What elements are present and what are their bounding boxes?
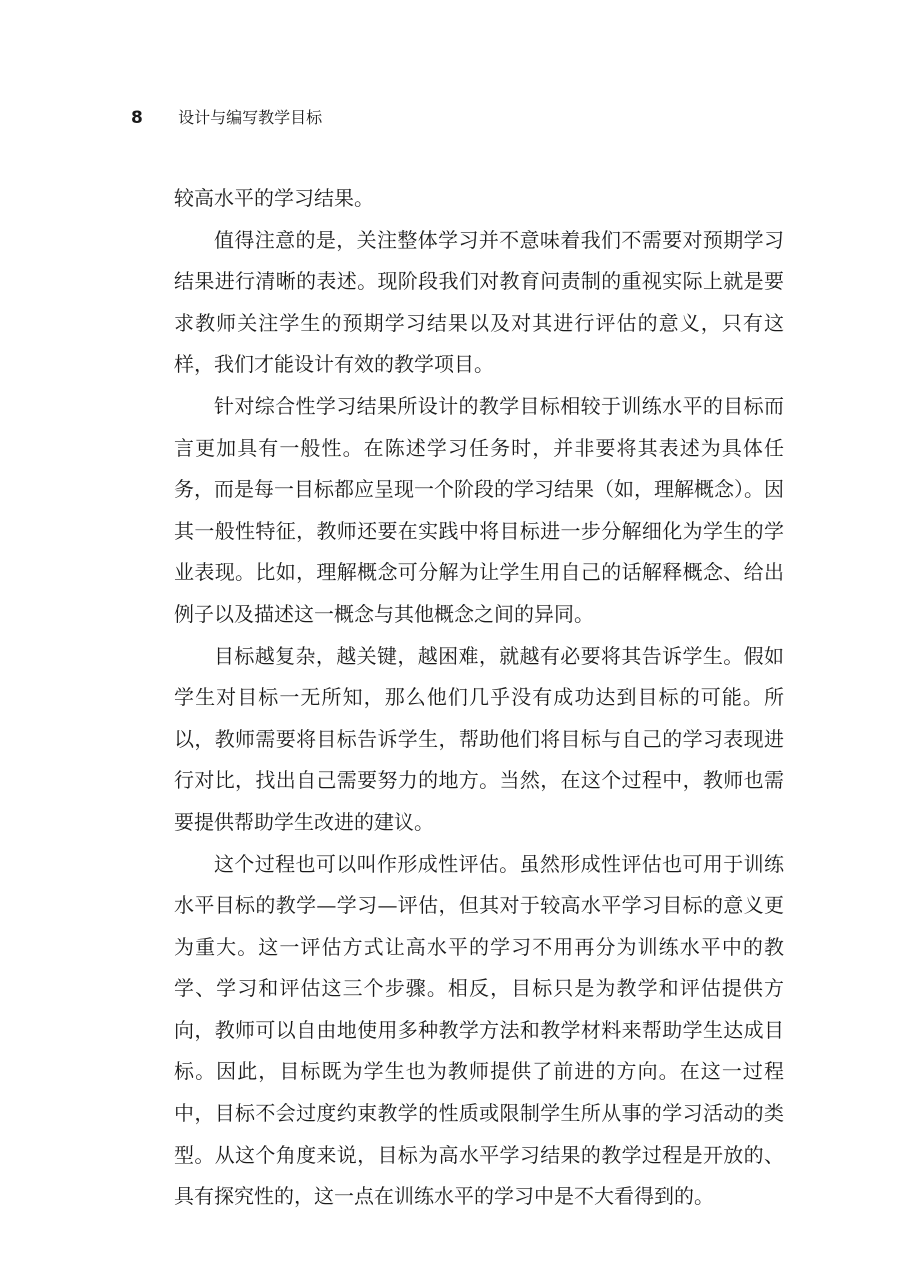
running-header-title: 设计与编写教学目标 (178, 108, 323, 127)
paragraph: 针对综合性学习结果所设计的教学目标相较于训练水平的目标而言更加具有一般性。在陈述学习任务时，并非要将其表述为具体任务，而是每一目标都应呈现一个阶段的学习结果（如，理解概念）。因其一般性特征，教师还要在实践中将目标进一步分解细化为学生的学业表现。比如，理解概念可分解为让学生用自己的话解释概念、给出例子以及描述这一概念与其他概念之间的异同。 (174, 393, 784, 626)
paragraph-continuation: 较高水平的学习结果。 (174, 186, 374, 210)
page-number: 8 (131, 108, 143, 128)
body-text (174, 178, 784, 1218)
paragraph: 这个过程也可以叫作形成性评估。虽然形成性评估也可用于训练水平目标的教学—学习—评估，但其对于较高水平学习目标的意义更为重大。这一评估方式让高水平的学习不用再分为训练水平中的教学、学习和评估这三个步骤。相反，目标只是为教学和评估提供方向，教师可以自由地使用多种教学方法和教学材料来帮助学生达成目标。因此，目标既为学生也为教师提供了前进的方向。在这一过程中，目标不会过度约束教学的性质或限制学生所从事的学习活动的类型。从这个角度来说，目标为高水平学习结果的教学过程是开放的、具有探究性的，这一点在训练水平的学习中是不大看得到的。 (174, 851, 784, 1209)
running-header (131, 106, 322, 130)
paragraph: 目标越复杂，越关键，越困难，就越有必要将其告诉学生。假如学生对目标一无所知，那么他们几乎没有成功达到目标的可能。所以，教师需要将目标告诉学生，帮助他们将目标与自己的学习表现进行对比，找出自己需要努力的地方。当然，在这个过程中，教师也需要提供帮助学生改进的建议。 (174, 643, 784, 834)
paragraph: 值得注意的是，关注整体学习并不意味着我们不需要对预期学习结果进行清晰的表述。现阶段我们对教育问责制的重视实际上就是要求教师关注学生的预期学习结果以及对其进行评估的意义，只有这样，我们才能设计有效的教学项目。 (174, 227, 784, 377)
